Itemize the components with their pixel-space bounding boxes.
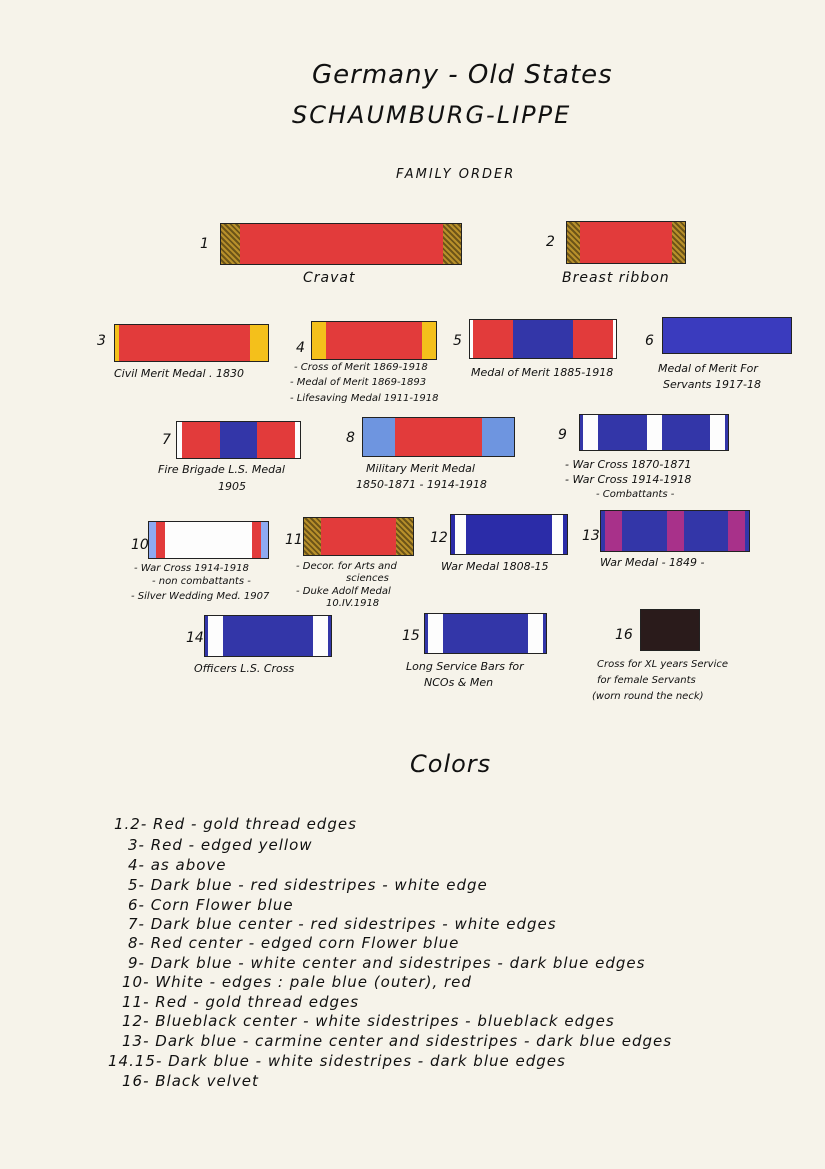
- ribbon-4-number: 4: [296, 340, 305, 356]
- ribbon-11: [303, 517, 414, 556]
- ribbon-1: [220, 223, 462, 265]
- ribbon-16-caption-line-2: for female Servants: [597, 675, 696, 686]
- ribbon-6-caption-line-1: Medal of Merit For: [658, 362, 758, 375]
- ribbon-4-caption-line-2: - Medal of Merit 1869-1893: [290, 377, 427, 388]
- ribbon-11-caption-line-1: - Decor. for Arts and: [296, 561, 397, 572]
- colors-line-10: 11- Red - gold thread edges: [122, 993, 360, 1011]
- colors-line-9: 10- White - edges : pale blue (outer), red: [122, 973, 472, 991]
- ribbon-12: [450, 514, 568, 555]
- ribbon-8-number: 8: [346, 430, 355, 446]
- colors-line-13: 14.15- Dark blue - white sidestripes - dark blue edges: [108, 1052, 566, 1070]
- ribbon-12-number: 12: [430, 530, 448, 546]
- ribbon-7-caption-line-1: Fire Brigade L.S. Medal: [158, 463, 285, 476]
- ribbon-6: [662, 317, 792, 354]
- ribbon-4-caption-line-1: - Cross of Merit 1869-1918: [294, 362, 428, 373]
- ribbon-15: [424, 613, 547, 654]
- ribbon-15-caption-line-2: NCOs & Men: [424, 676, 494, 689]
- colors-line-5: 6- Corn Flower blue: [128, 896, 294, 914]
- title-line-1: Germany - Old States: [312, 60, 613, 90]
- ribbon-2-caption: Breast ribbon: [562, 270, 670, 286]
- ribbon-6-number: 6: [645, 333, 654, 349]
- ribbon-8: [362, 417, 515, 457]
- ribbon-3: [114, 324, 269, 362]
- ribbon-9: [579, 414, 729, 451]
- ribbon-16-caption-line-3: (worn round the neck): [592, 691, 704, 702]
- ribbon-5-caption: Medal of Merit 1885-1918: [471, 366, 614, 379]
- ribbon-13-caption: War Medal - 1849 -: [600, 556, 705, 569]
- ribbon-9-caption-line-1: - War Cross 1870-1871: [565, 458, 692, 471]
- ribbon-13: [600, 510, 750, 552]
- title-line-2: SCHAUMBURG-LIPPE: [292, 101, 572, 129]
- ribbon-11-caption-line-4: 10.IV.1918: [326, 598, 380, 609]
- colors-line-11: 12- Blueblack center - white sidestripes - blueblack edges: [122, 1012, 615, 1030]
- ribbon-5-number: 5: [453, 333, 462, 349]
- subtitle: FAMILY ORDER: [396, 167, 516, 182]
- ribbon-13-number: 13: [582, 528, 600, 544]
- ribbon-14-number: 14: [186, 630, 204, 646]
- ribbon-3-caption: Civil Merit Medal . 1830: [114, 367, 245, 380]
- ribbon-10-caption-line-1: - War Cross 1914-1918: [134, 563, 249, 574]
- ribbon-11-number: 11: [285, 532, 303, 548]
- ribbon-3-number: 3: [97, 333, 106, 349]
- colors-line-8: 9- Dark blue - white center and sidestripes - dark blue edges: [128, 954, 646, 972]
- ribbon-11-caption-line-3: - Duke Adolf Medal: [296, 586, 391, 597]
- colors-line-6: 7- Dark blue center - red sidestripes - white edges: [128, 915, 557, 933]
- ribbon-16-number: 16: [615, 627, 633, 643]
- ribbon-8-caption-line-2: 1850-1871 - 1914-1918: [356, 478, 487, 491]
- ribbon-6-caption-line-2: Servants 1917-18: [663, 378, 761, 391]
- ribbon-9-caption-line-2: - War Cross 1914-1918: [565, 473, 692, 486]
- colors-line-12: 13- Dark blue - carmine center and sidestripes - dark blue edges: [122, 1032, 673, 1050]
- ribbon-10-caption-line-3: - Silver Wedding Med. 1907: [131, 591, 270, 602]
- ribbon-2-number: 2: [546, 234, 555, 250]
- ribbon-16: [640, 609, 700, 651]
- ribbon-15-number: 15: [402, 628, 420, 644]
- colors-line-3: 4- as above: [128, 856, 227, 874]
- ribbon-11-caption-line-2: sciences: [346, 573, 389, 584]
- colors-line-4: 5- Dark blue - red sidestripes - white edge: [128, 876, 488, 894]
- ribbon-4: [311, 321, 437, 360]
- ribbon-10-number: 10: [131, 537, 149, 553]
- colors-line-14: 16- Black velvet: [122, 1072, 259, 1090]
- ribbon-4-caption-line-3: - Lifesaving Medal 1911-1918: [290, 393, 439, 404]
- ribbon-7-caption-line-2: 1905: [218, 480, 246, 493]
- colors-line-7: 8- Red center - edged corn Flower blue: [128, 934, 460, 952]
- ribbon-8-caption-line-1: Military Merit Medal: [366, 462, 475, 475]
- ribbon-10: [148, 521, 269, 559]
- ribbon-1-caption: Cravat: [303, 270, 356, 286]
- ribbon-2: [566, 221, 686, 264]
- ribbon-16-caption-line-1: Cross for XL years Service: [597, 659, 728, 670]
- ribbon-14-caption: Officers L.S. Cross: [194, 662, 295, 675]
- ribbon-14: [204, 615, 332, 657]
- ribbon-1-number: 1: [200, 236, 209, 252]
- colors-line-2: 3- Red - edged yellow: [128, 836, 313, 854]
- ribbon-7-number: 7: [162, 432, 171, 448]
- colors-heading: Colors: [410, 750, 492, 778]
- colors-line-1: 1.2- Red - gold thread edges: [114, 815, 357, 833]
- ribbon-9-caption-line-3: - Combattants -: [596, 489, 675, 500]
- ribbon-5: [469, 319, 617, 359]
- ribbon-7: [176, 421, 301, 459]
- ribbon-15-caption-line-1: Long Service Bars for: [406, 660, 524, 673]
- ribbon-12-caption: War Medal 1808-15: [441, 560, 549, 573]
- ribbon-10-caption-line-2: - non combattants -: [152, 576, 251, 587]
- ribbon-9-number: 9: [558, 427, 567, 443]
